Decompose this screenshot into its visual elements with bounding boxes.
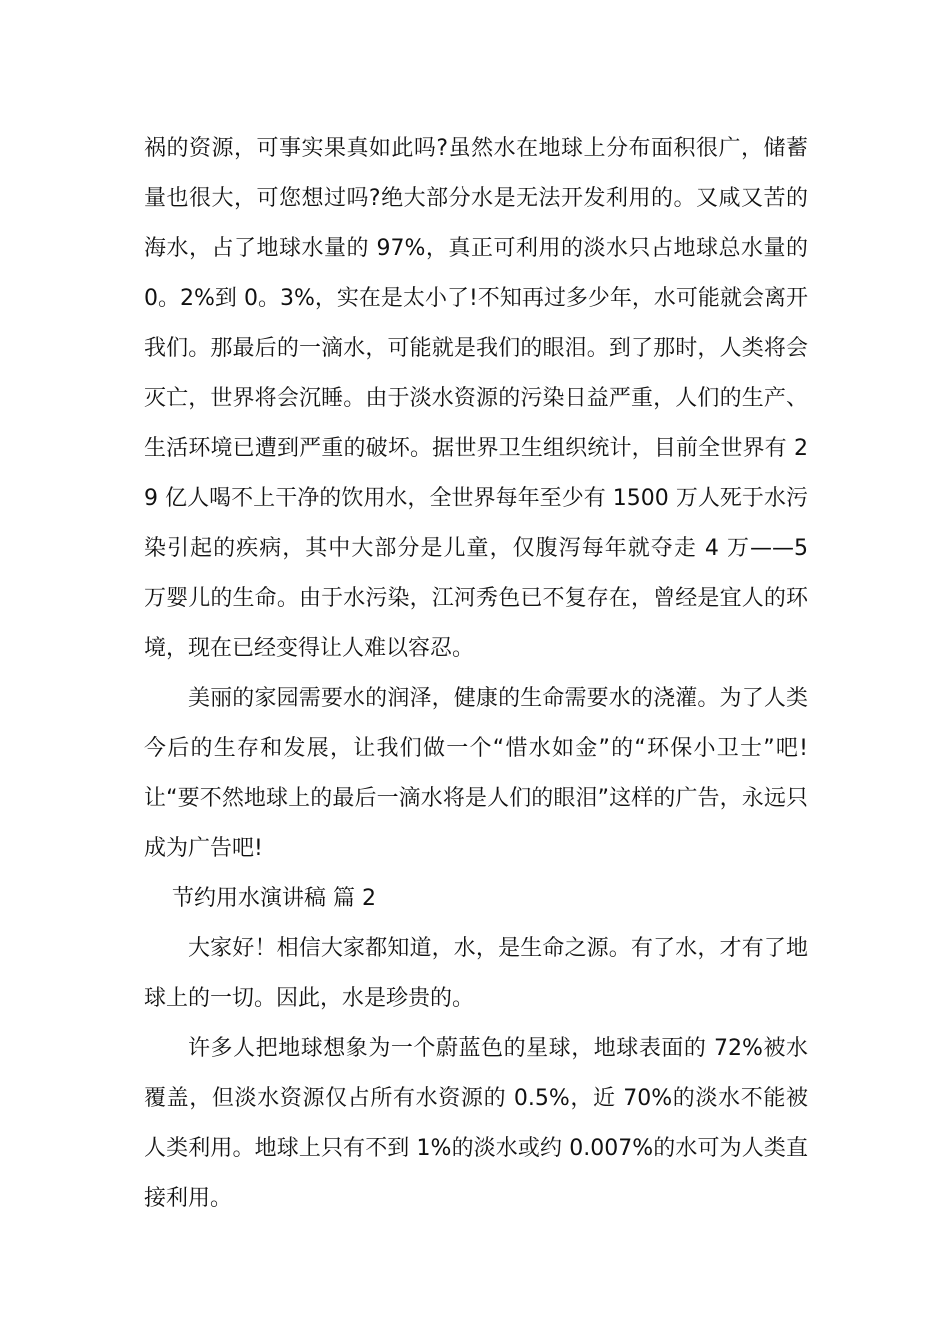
paragraph-greeting: 大家好！相信大家都知道，水，是生命之源。有了水，才有了地球上的一切。因此，水是珍贵的。 xyxy=(144,936,808,1011)
paragraph-continued: 祸的资源，可事实果真如此吗?虽然水在地球上分布面积很广，储蓄量也很大，可您想过吗?绝大部分水是无法开发利用的。又咸又苦的海水，占了地球水量的 97%，真正可利用的淡水只占地球总水量的 0。2%到 0。3%，实在是太小了!不知再过多少年，水可能就会离开我们。那最后的一滴水，可能就是我们的眼泪。到了那时，人类将会灭亡，世界将会沉睡。由于淡水资源的污染日益严重，人们的生产、生活环境已遭到严重的破坏。据世界卫生组织统计，目前全世界有 29 亿人喝不上干净的饮用水，全世界每年至少有 1500 万人死于水污染引起的疾病，其中大部分是儿童，仅腹泻每年就夺走 4 万——5 万婴儿的生命。由于水污染，江河秀色已不复存在，曾经是宜人的环境，现在已经变得让人难以容忍。 xyxy=(144,136,808,661)
paragraph-water-facts: 许多人把地球想象为一个蔚蓝色的星球，地球表面的 72%被水覆盖，但淡水资源仅占所有水资源的 0.5%，近 70%的淡水不能被人类利用。地球上只有不到 1%的淡水或约 0.007%的水可为人类直接利用。 xyxy=(144,1036,808,1211)
document-body xyxy=(144,124,808,1224)
section-heading: 节约用水演讲稿 篇 2 xyxy=(172,886,376,911)
paragraph-call-to-action: 美丽的家园需要水的润泽，健康的生命需要水的浇灌。为了人类今后的生存和发展，让我们做一个“惜水如金”的“环保小卫士”吧!让“要不然地球上的最后一滴水将是人们的眼泪”这样的广告，永远只成为广告吧! xyxy=(144,686,808,861)
